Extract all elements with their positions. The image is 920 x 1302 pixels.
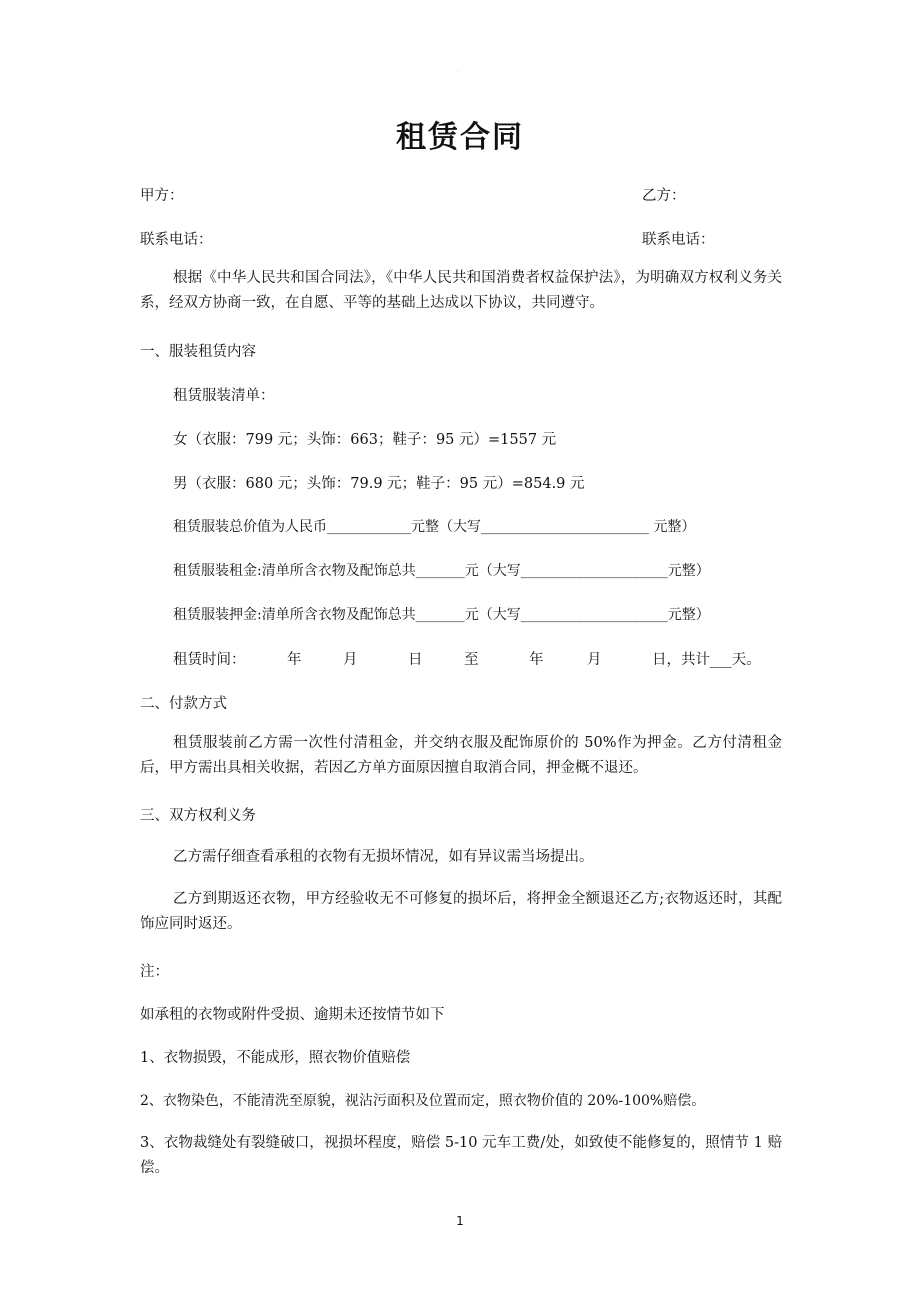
period-year-1: 年 [287, 652, 302, 668]
intro-paragraph: 根据《中华人民共和国合同法》，《中华人民共和国消费者权益保护法》，为明确双方权利义务关系，经双方协商一致，在自愿、平等的基础上达成以下协议，共同遵守。 [140, 270, 782, 311]
period-year-2: 年 [529, 652, 544, 668]
notes-item-1: 1、衣物损毁，不能成形，照衣物价值赔偿 [140, 1050, 411, 1066]
top-mark: · [457, 68, 459, 75]
payment-paragraph: 租赁服装前乙方需一次性付清租金，并交纳衣服及配饰原价的 50%作为押金。乙方付清租金后，甲方需出具相关收据，若因乙方单方面原因擅自取消合同，押金概不退还。 [140, 735, 782, 776]
page-title: 租赁合同 [396, 120, 524, 155]
period-to: 至 [464, 652, 479, 668]
rent-line: 租赁服装租金:清单所含衣物及配饰总共_______元（大写_____________________元整） [173, 563, 710, 579]
period-day-2-total: 日，共计___天。 [652, 652, 761, 668]
period-day-1: 日 [408, 652, 423, 668]
section-2-heading: 二、付款方式 [140, 696, 227, 712]
female-set-line: 女（衣服：799 元；头饰：663；鞋子：95 元）=1557 元 [173, 432, 557, 448]
section-1-heading: 一、服装租赁内容 [140, 344, 256, 360]
notes-item-2: 2、衣物染色，不能清洗至原貌，视沾污面积及位置而定，照衣物价值的 20%-100%赔偿。 [140, 1093, 706, 1109]
return-paragraph: 乙方到期返还衣物，甲方经验收无不可修复的损坏后，将押金全额退还乙方;衣物返还时，其配饰应同时返还。 [140, 891, 782, 932]
deposit-line: 租赁服装押金:清单所含衣物及配饰总共_______元（大写_____________________元整） [173, 607, 710, 623]
male-set-line: 男（衣服：680 元；头饰：79.9 元；鞋子：95 元）=854.9 元 [173, 476, 585, 492]
party-b-label: 乙方： [642, 188, 686, 204]
period-label: 租赁时间： [173, 652, 246, 668]
period-month-2: 月 [587, 652, 602, 668]
period-month-1: 月 [343, 652, 358, 668]
party-a-label: 甲方： [140, 188, 184, 204]
phone-label-b: 联系电话： [642, 232, 715, 248]
section-3-heading: 三、双方权利义务 [140, 808, 256, 824]
notes-item-3: 3、衣物裁缝处有裂缝破口，视损坏程度，赔偿 5-10 元车工费/处，如致使不能修复的，照情节 1 赔偿。 [140, 1135, 782, 1176]
inspection-paragraph: 乙方需仔细查看承租的衣物有无损坏情况，如有异议需当场提出。 [173, 849, 594, 865]
notes-label: 注： [140, 964, 169, 980]
total-value-line: 租赁服装总价值为人民币____________元整（大写________________________ 元整） [173, 519, 696, 535]
clothing-list-title: 租赁服装清单： [173, 388, 275, 404]
phone-label-a: 联系电话： [140, 232, 213, 248]
page-number: 1 [456, 1214, 464, 1228]
notes-intro: 如承租的衣物或附件受损、逾期未还按情节如下 [140, 1007, 445, 1023]
